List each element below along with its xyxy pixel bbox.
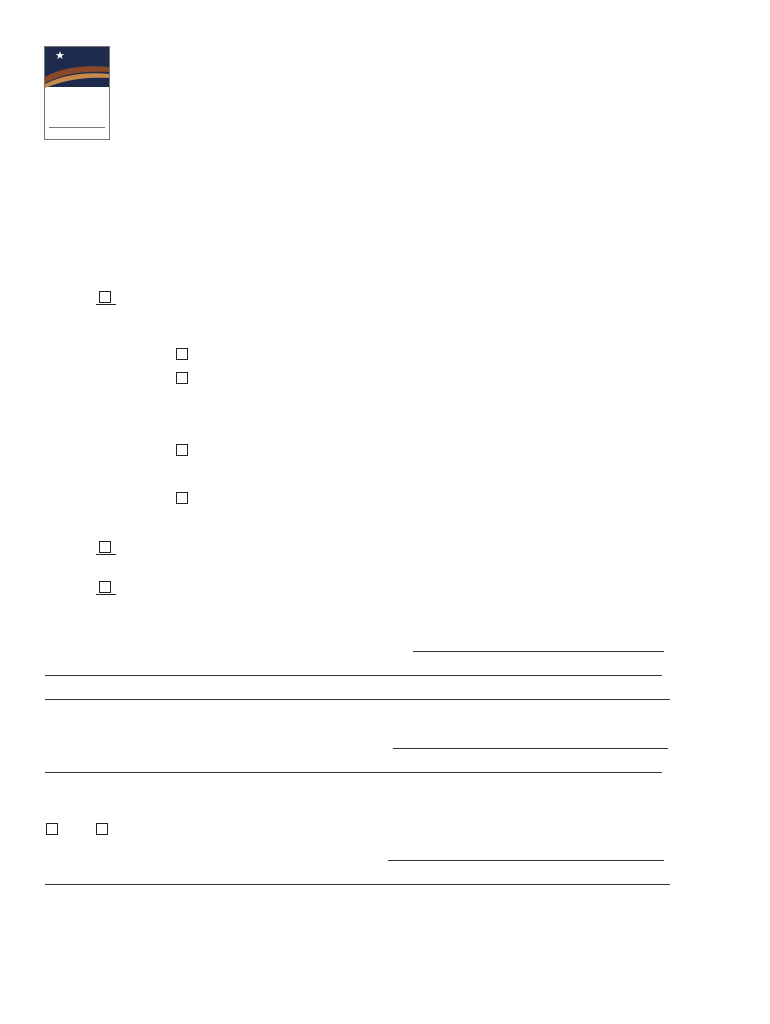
bona-fide-initial-line — [96, 304, 116, 305]
farm-dwelling-initial-line — [96, 554, 116, 555]
wake-county-logo — [44, 46, 110, 140]
star-icon: ★ — [55, 49, 65, 62]
income-tax-form-checkbox[interactable] — [176, 444, 188, 456]
property-tax-listing-checkbox[interactable] — [176, 372, 188, 384]
else-stored-answer-line2[interactable] — [45, 884, 670, 885]
bona-fide-checkbox[interactable] — [99, 291, 111, 303]
else-stored-answer-line1[interactable] — [388, 860, 664, 861]
logo-swoosh-icon — [45, 63, 109, 89]
forestry-plan-checkbox[interactable] — [176, 492, 188, 504]
dimensions-answer-line1[interactable] — [393, 748, 668, 749]
logo-divider — [49, 127, 105, 128]
proposed-uses-answer-line2[interactable] — [45, 675, 662, 676]
farm-dwelling-checkbox[interactable] — [99, 541, 111, 553]
dimensions-answer-line2[interactable] — [45, 772, 662, 773]
storing-yes-checkbox[interactable] — [96, 823, 108, 835]
tax-exemption-checkbox[interactable] — [176, 348, 188, 360]
farm-structure-checkbox[interactable] — [99, 581, 111, 593]
proposed-uses-answer-line1[interactable] — [413, 651, 664, 652]
farm-structure-initial-line — [96, 594, 116, 595]
proposed-uses-answer-line3[interactable] — [45, 699, 670, 700]
storing-no-checkbox[interactable] — [46, 823, 58, 835]
